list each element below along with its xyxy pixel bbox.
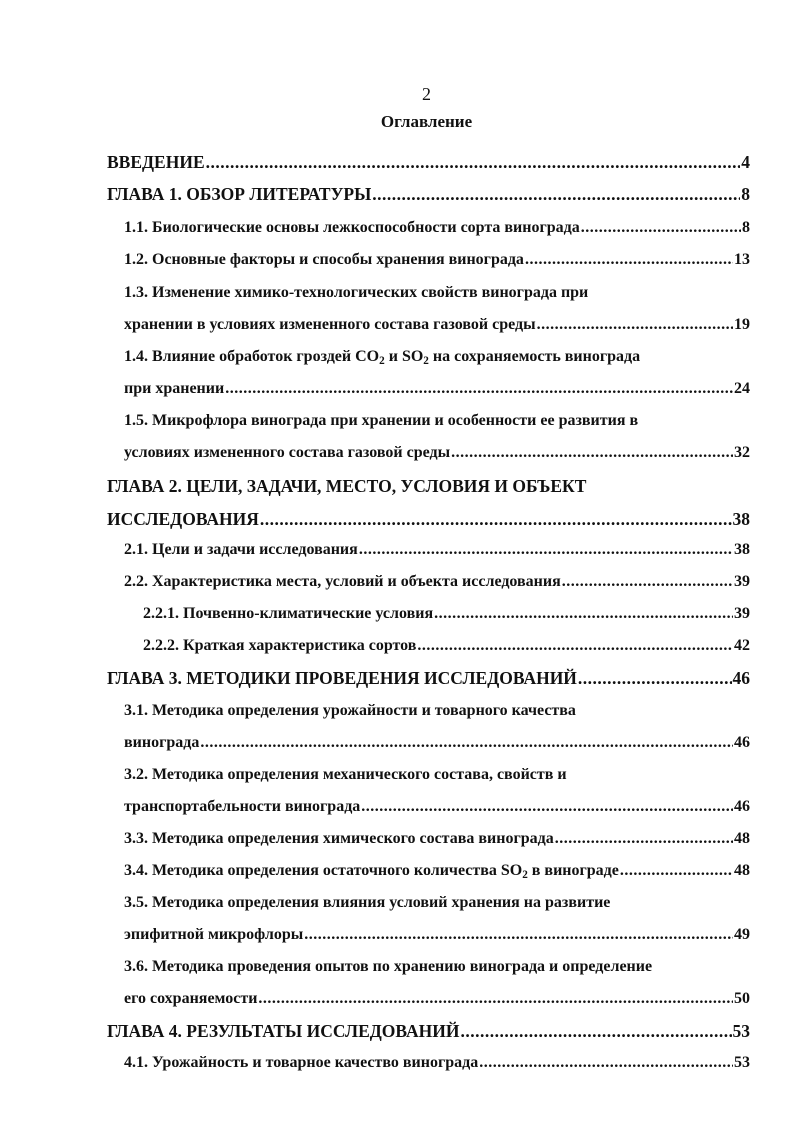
dot-leader [451,444,733,462]
toc-entry-1-4[interactable]: при хранении ..... 24 [124,380,750,398]
toc-entry-1-1[interactable]: 1.1. Биологические основы лежкоспособности сорта винограда ..... 8 [124,219,750,237]
page-ref: 39 [734,573,750,590]
toc-entry-chapter-2-line1[interactable]: ГЛАВА 2. ЦЕЛИ, ЗАДАЧИ, МЕСТО, УСЛОВИЯ И ОБЪЕКТ [107,476,587,496]
dot-leader [304,926,733,944]
toc-entry-introduction[interactable]: ВВЕДЕНИЕ ..... 4 [107,152,750,173]
page-number: 2 [422,84,431,104]
page-ref: 42 [734,637,750,654]
toc-entry-chapter-3[interactable]: ГЛАВА 3. МЕТОДИКИ ПРОВЕДЕНИЯ ИССЛЕДОВАНИЙ ..... 46 [107,668,750,689]
dot-leader [555,830,733,848]
toc-entry-3-3[interactable]: 3.3. Методика определения химического состава винограда ..... 48 [124,830,750,848]
page-ref: 46 [734,734,750,751]
dot-leader [578,668,732,689]
dot-leader [581,219,741,237]
page-ref: 46 [732,668,750,688]
toc-entry-1-2[interactable]: 1.2. Основные факторы и способы хранения винограда ..... 13 [124,251,750,269]
toc-entry-chapter-4[interactable]: ГЛАВА 4. РЕЗУЛЬТАТЫ ИССЛЕДОВАНИЙ ..... 53 [107,1021,750,1042]
toc-entry-3-6[interactable]: его сохраняемости ..... 50 [124,990,750,1008]
page-ref: 39 [734,605,750,622]
toc-entry-2-1[interactable]: 2.1. Цели и задачи исследования ..... 38 [124,541,750,559]
toc-entry-1-4-line1[interactable]: 1.4. Влияние обработок гроздей $CO_2$ и $SO_2$ на сохраняемость винограда [124,348,641,367]
dot-leader [479,1054,733,1072]
toc-entry-1-3-line1[interactable]: 1.3. Изменение химико-технологических свойств винограда при [124,284,589,301]
page-ref: 32 [734,444,750,461]
toc-entry-3-2-line1[interactable]: 3.2. Методика определения механического состава, свойств и [124,766,567,783]
dot-leader [460,1021,731,1042]
page-ref: 8 [741,184,750,204]
toc-entry-1-3[interactable]: хранении в условиях измененного состава газовой среды ..... 19 [124,316,750,334]
page-ref: 19 [734,316,750,333]
dot-leader [225,380,733,398]
page-ref: 48 [734,862,750,879]
dot-leader [359,541,733,559]
dot-leader [361,798,733,816]
dot-leader [200,734,733,752]
toc-entry-3-4[interactable]: 3.4. Методика определения остаточного количества $SO_2$ в винограде ..... 48 [124,862,750,881]
toc-entry-3-6-line1[interactable]: 3.6. Методика проведения опытов по хранению винограда и определение [124,958,653,975]
dot-leader [206,152,741,173]
page-ref: 48 [734,830,750,847]
toc-entry-2-2-1[interactable]: 2.2.1. Почвенно-климатические условия ..... 39 [143,605,750,623]
toc-entry-chapter-1[interactable]: ГЛАВА 1. ОБЗОР ЛИТЕРАТУРЫ ..... 8 [107,184,750,205]
dot-leader [372,184,740,205]
dot-leader [537,316,733,334]
toc-entry-3-1[interactable]: винограда ..... 46 [124,734,750,752]
page-ref: 4 [741,152,750,172]
dot-leader [562,573,733,591]
toc-entry-1-5[interactable]: условиях измененного состава газовой среды ..... 32 [124,444,750,462]
dot-leader [525,251,733,269]
toc-entry-2-2[interactable]: 2.2. Характеристика места, условий и объекта исследования ..... 39 [124,573,750,591]
toc-entry-1-5-line1[interactable]: 1.5. Микрофлора винограда при хранении и особенности ее развития в [124,412,639,429]
toc-entry-3-1-line1[interactable]: 3.1. Методика определения урожайности и товарного качества [124,702,576,719]
page-ref: 38 [732,509,750,529]
toc-title: Оглавление [380,112,473,131]
dot-leader [260,509,732,530]
page-ref: 46 [734,798,750,815]
toc-entry-3-5-line1[interactable]: 3.5. Методика определения влияния условий хранения на развитие [124,894,611,911]
dot-leader [620,862,733,880]
toc-entry-chapter-2[interactable]: ИССЛЕДОВАНИЯ ..... 38 [107,509,750,530]
page-ref: 24 [734,380,750,397]
page-ref: 50 [734,990,750,1007]
page-ref: 38 [734,541,750,558]
toc-entry-3-2[interactable]: транспортабельности винограда ..... 46 [124,798,750,816]
page-ref: 53 [734,1054,750,1071]
dot-leader [417,637,733,655]
toc-entry-2-2-2[interactable]: 2.2.2. Краткая характеристика сортов ..... 42 [143,637,750,655]
dot-leader [434,605,733,623]
page-ref: 13 [734,251,750,268]
page-ref: 49 [734,926,750,943]
page-ref: 8 [742,219,750,236]
toc-entry-3-5[interactable]: эпифитной микрофлоры ..... 49 [124,926,750,944]
page-ref: 53 [732,1021,750,1041]
dot-leader [258,990,733,1008]
toc-entry-4-1[interactable]: 4.1. Урожайность и товарное качество винограда ..... 53 [124,1054,750,1072]
